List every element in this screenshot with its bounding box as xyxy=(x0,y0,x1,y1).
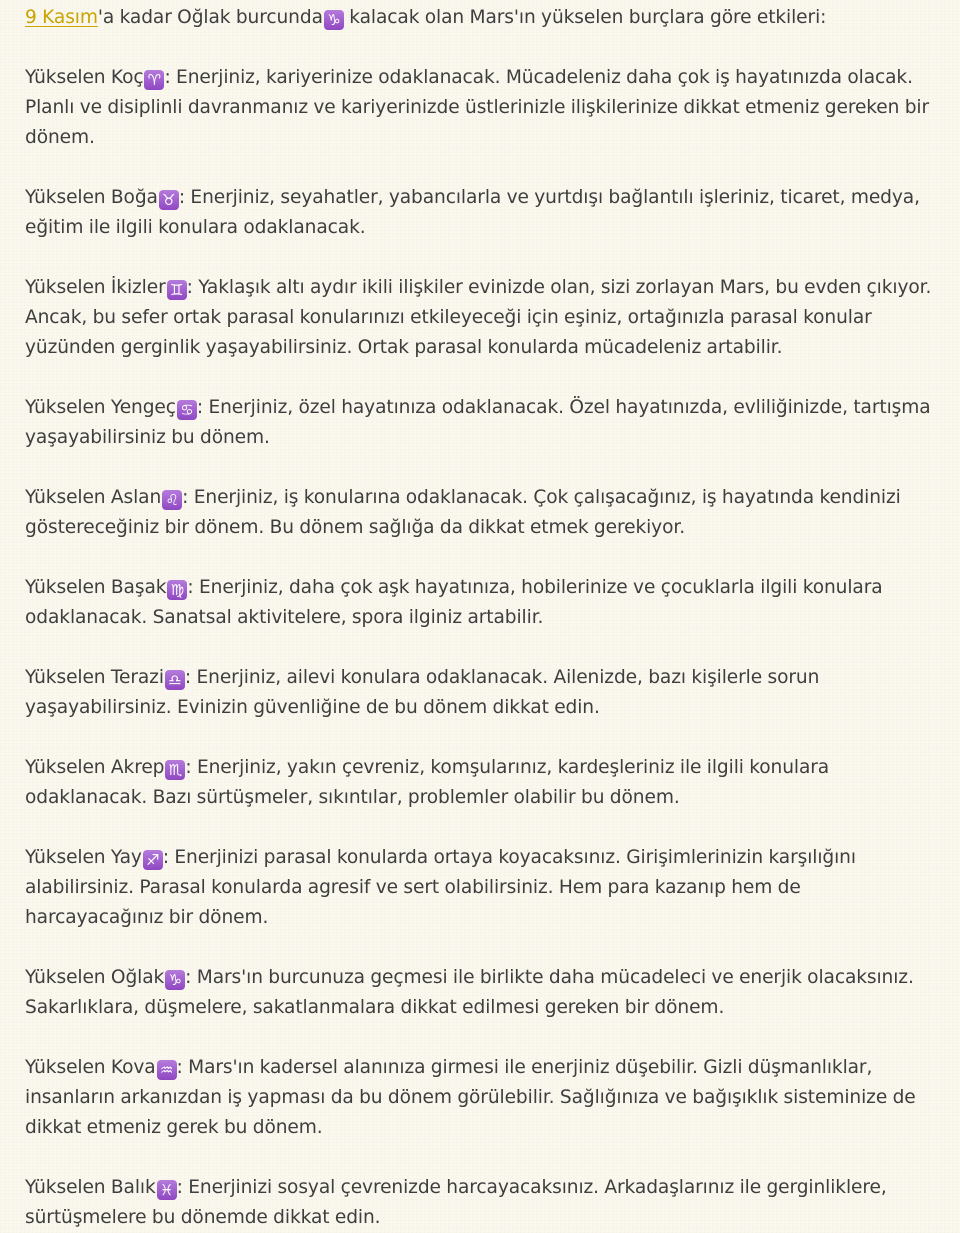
sign-text: : Enerjinizi sosyal çevrenizde harcayacaksınız. Arkadaşlarınız ile gerginliklere, sürtüşmelere bu dönemde dikkat edin. xyxy=(25,1177,887,1228)
sign-text: : Enerjinizi parasal konularda ortaya koyacaksınız. Girişimlerinizin karşılığını alabilirsiniz. Parasal konularda agresif ve sert olabilirsiniz. Hem para kazanıp hem de harcayacağınız bir dönem. xyxy=(25,847,856,928)
taurus-icon: ♉ xyxy=(159,190,179,210)
sign-text: : Mars'ın kadersel alanınıza girmesi ile enerjiniz düşebilir. Gizli düşmanlıklar, insanların arkanızdan iş yapması da bu dönem görülebilir. Sağlığınıza ve bağışıklık sisteminize de dikkat etmeniz gerek bu dönem. xyxy=(25,1057,916,1138)
aries-icon: ♈ xyxy=(144,70,164,90)
note-page xyxy=(25,3,940,1233)
sign-name: Yükselen Oğlak xyxy=(25,967,165,988)
cancer-icon: ♋ xyxy=(177,400,197,420)
sign-paragraph-scorpio xyxy=(25,753,940,813)
virgo-icon: ♍ xyxy=(167,580,187,600)
sign-paragraph-cancer xyxy=(25,393,940,453)
capricorn-icon: ♑ xyxy=(165,970,185,990)
sign-text: : Mars'ın burcunuza geçmesi ile birlikte daha mücadeleci ve enerjik olacaksınız. Sakarlıklara, düşmelere, sakatlanmalara dikkat edilmesi gereken bir dönem. xyxy=(25,967,914,1018)
leo-icon: ♌ xyxy=(162,490,182,510)
date-link[interactable]: 9 Kasım xyxy=(25,7,98,28)
sign-paragraph-gemini xyxy=(25,273,940,363)
sign-paragraph-libra xyxy=(25,663,940,723)
sign-paragraph-aries xyxy=(25,63,940,153)
sign-name: Yükselen Kova xyxy=(25,1057,156,1078)
intro-paragraph xyxy=(25,3,940,33)
sign-text: : Enerjiniz, yakın çevreniz, komşularınız, kardeşleriniz ile ilgili konulara odaklanacak. Bazı sürtüşmeler, sıkıntılar, problemler olabilir bu dönem. xyxy=(25,757,830,808)
sign-paragraph-leo xyxy=(25,483,940,543)
sign-text: : Enerjiniz, seyahatler, yabancılarla ve yurtdışı bağlantılı işleriniz, ticaret, medya, eğitim ile ilgili konulara odaklanacak. xyxy=(25,187,920,238)
sign-text: : Enerjiniz, kariyerinize odaklanacak. Mücadeleniz daha çok iş hayatınızda olacak. Planlı ve disiplinli davranmanız ve kariyerinizde üstlerinizle ilişkilerinize dikkat etmeniz gereken bir dönem. xyxy=(25,67,930,148)
sagittarius-icon: ♐ xyxy=(143,850,163,870)
sign-paragraph-sagittarius xyxy=(25,843,940,933)
sign-paragraph-pisces xyxy=(25,1173,940,1233)
sign-paragraph-capricorn xyxy=(25,963,940,1023)
sign-text: : Enerjiniz, daha çok aşk hayatınıza, hobilerinize ve çocuklarla ilgili konulara odaklanacak. Sanatsal aktivitelere, spora ilginiz artabilir. xyxy=(25,577,883,628)
sign-text: : Enerjiniz, özel hayatınıza odaklanacak. Özel hayatınızda, evliliğinizde, tartışma yaşayabilirsiniz bu dönem. xyxy=(25,397,931,448)
intro-text-before: 'a kadar Oğlak burcunda xyxy=(97,7,323,28)
sign-paragraph-aquarius xyxy=(25,1053,940,1143)
sign-name: Yükselen Koç xyxy=(25,67,144,88)
sign-name: Yükselen İkizler xyxy=(25,277,166,298)
sign-name: Yükselen Başak xyxy=(25,577,167,598)
sign-paragraph-taurus xyxy=(25,183,940,243)
aquarius-icon: ♒ xyxy=(157,1060,177,1080)
libra-icon: ♎ xyxy=(165,670,185,690)
sign-name: Yükselen Yengeç xyxy=(25,397,176,418)
pisces-icon: ♓ xyxy=(157,1180,177,1200)
sign-name: Yükselen Boğa xyxy=(25,187,158,208)
sign-paragraph-virgo xyxy=(25,573,940,633)
sign-text: : Yaklaşık altı aydır ikili ilişkiler evinizde olan, sizi zorlayan Mars, bu evden çıkıyor. Ancak, bu sefer ortak parasal konularınızı etkileyeceği için eşiniz, ortağınızla parasal konular yüzünden gerginlik yaşayabilirsiniz. Ortak parasal konularda mücadeleniz artabilir. xyxy=(25,277,932,358)
sign-name: Yükselen Terazi xyxy=(25,667,164,688)
sign-name: Yükselen Akrep xyxy=(25,757,165,778)
scorpio-icon: ♏ xyxy=(165,760,185,780)
sign-name: Yükselen Yay xyxy=(25,847,142,868)
gemini-icon: ♊ xyxy=(167,280,187,300)
intro-text-after: kalacak olan Mars'ın yükselen burçlara göre etkileri: xyxy=(343,7,827,28)
sign-text: : Enerjiniz, iş konularına odaklanacak. Çok çalışacağınız, iş hayatında kendinizi göstereceğiniz bir dönem. Bu dönem sağlığa da dikkat etmek gerekiyor. xyxy=(25,487,901,538)
capricorn-icon: ♑ xyxy=(324,10,344,30)
sign-name: Yükselen Aslan xyxy=(25,487,162,508)
sign-text: : Enerjiniz, ailevi konulara odaklanacak. Ailenizde, bazı kişilerle sorun yaşayabilirsiniz. Evinizin güvenliğine de bu dönem dikkat edin. xyxy=(25,667,820,718)
sign-name: Yükselen Balık xyxy=(25,1177,156,1198)
